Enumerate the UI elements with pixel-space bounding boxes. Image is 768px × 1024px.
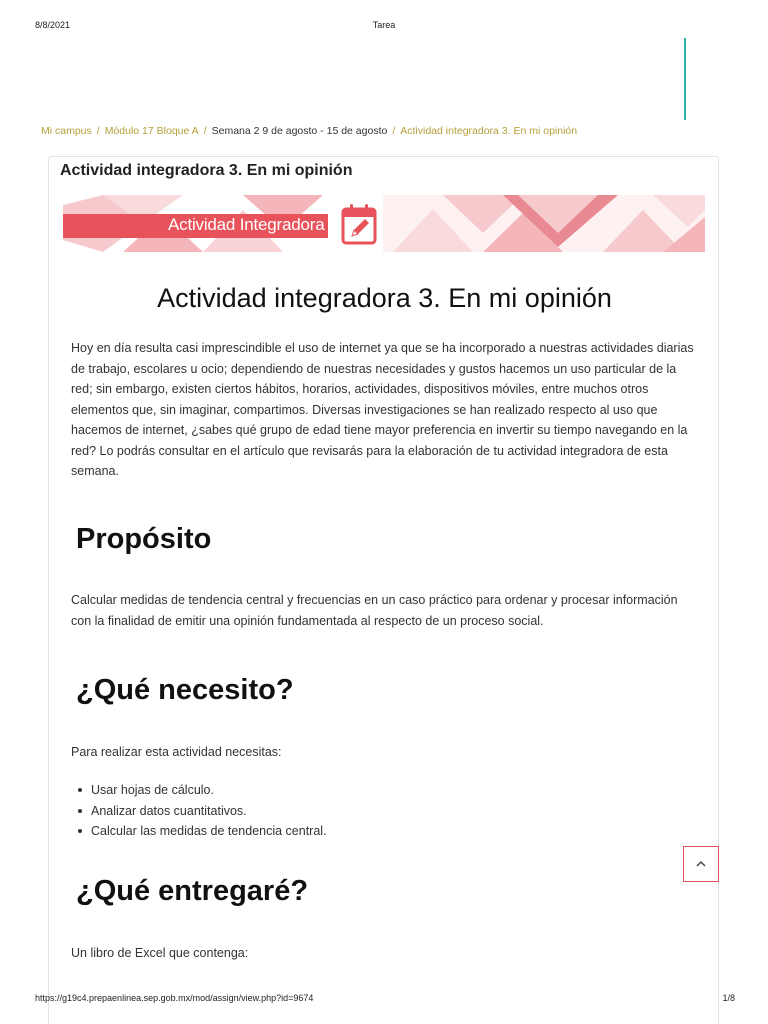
breadcrumb-separator: / bbox=[203, 125, 207, 137]
banner-label: Actividad Integradora bbox=[168, 215, 325, 234]
activity-banner bbox=[63, 195, 705, 252]
print-title: Tarea bbox=[372, 20, 396, 30]
page-title: Actividad integradora 3. En mi opinión bbox=[60, 162, 353, 179]
decorative-divider bbox=[684, 38, 686, 120]
section-heading-necesito: ¿Qué necesito? bbox=[76, 674, 294, 706]
page-url: https://g19c4.prepaenlinea.sep.gob.mx/mod/assign/view.php?id=9674 bbox=[35, 993, 314, 1003]
intro-paragraph: Hoy en día resulta casi imprescindible el uso de internet ya que se ha incorporado a nuestras actividades diarias de trabajo, escolares u ocio; dependiendo de nuestras necesidades y gustos hacemos un uso particular de la red; sin embargo, existen ciertos hábitos, horarios, actividades, dispositivos móviles, entre muchos otros elementos que, sin imaginar, compartimos. Diversas investigaciones se han realizado respecto al uso que hacemos de internet, ¿sabes qué grupo de edad tiene mayor preferencia en invertir su tiempo navegando en la red? Lo podrás consultar en el artículo que revisarás para la elaboración de tu actividad integradora de esta semana. bbox=[71, 341, 694, 478]
entregare-text: Un libro de Excel que contenga: bbox=[71, 946, 249, 960]
list-item: Analizar datos cuantitativos. bbox=[75, 801, 327, 822]
section-heading-proposito: Propósito bbox=[76, 523, 212, 555]
activity-heading: Actividad integradora 3. En mi opinión bbox=[157, 283, 612, 313]
chevron-up-icon bbox=[695, 860, 707, 868]
page-number: 1/8 bbox=[722, 993, 735, 1003]
breadcrumb bbox=[41, 125, 577, 137]
proposito-text: Calcular medidas de tendencia central y frecuencias en un caso práctico para ordenar y procesar información con la finalidad de emitir una opinión fundamentada al respecto de un proceso social. bbox=[71, 593, 678, 628]
breadcrumb-mi-campus[interactable]: Mi campus bbox=[41, 125, 92, 137]
breadcrumb-separator: / bbox=[96, 125, 100, 137]
assignment-card bbox=[48, 156, 719, 1024]
section-heading-entregare: ¿Qué entregaré? bbox=[76, 875, 309, 907]
breadcrumb-semana: Semana 2 9 de agosto - 15 de agosto bbox=[211, 125, 388, 137]
breadcrumb-separator: / bbox=[392, 125, 396, 137]
list-item: Calcular las medidas de tendencia central. bbox=[75, 821, 327, 842]
necesito-text: Para realizar esta actividad necesitas: bbox=[71, 745, 282, 759]
print-date: 8/8/2021 bbox=[35, 20, 71, 30]
breadcrumb-actividad[interactable]: Actividad integradora 3. En mi opinión bbox=[400, 125, 578, 137]
print-header bbox=[0, 20, 768, 34]
calendar-edit-icon bbox=[341, 203, 377, 245]
requirements-list bbox=[75, 780, 327, 842]
scroll-to-top-button[interactable] bbox=[683, 846, 719, 882]
list-item: Usar hojas de cálculo. bbox=[75, 780, 327, 801]
breadcrumb-modulo[interactable]: Módulo 17 Bloque A bbox=[104, 125, 199, 137]
